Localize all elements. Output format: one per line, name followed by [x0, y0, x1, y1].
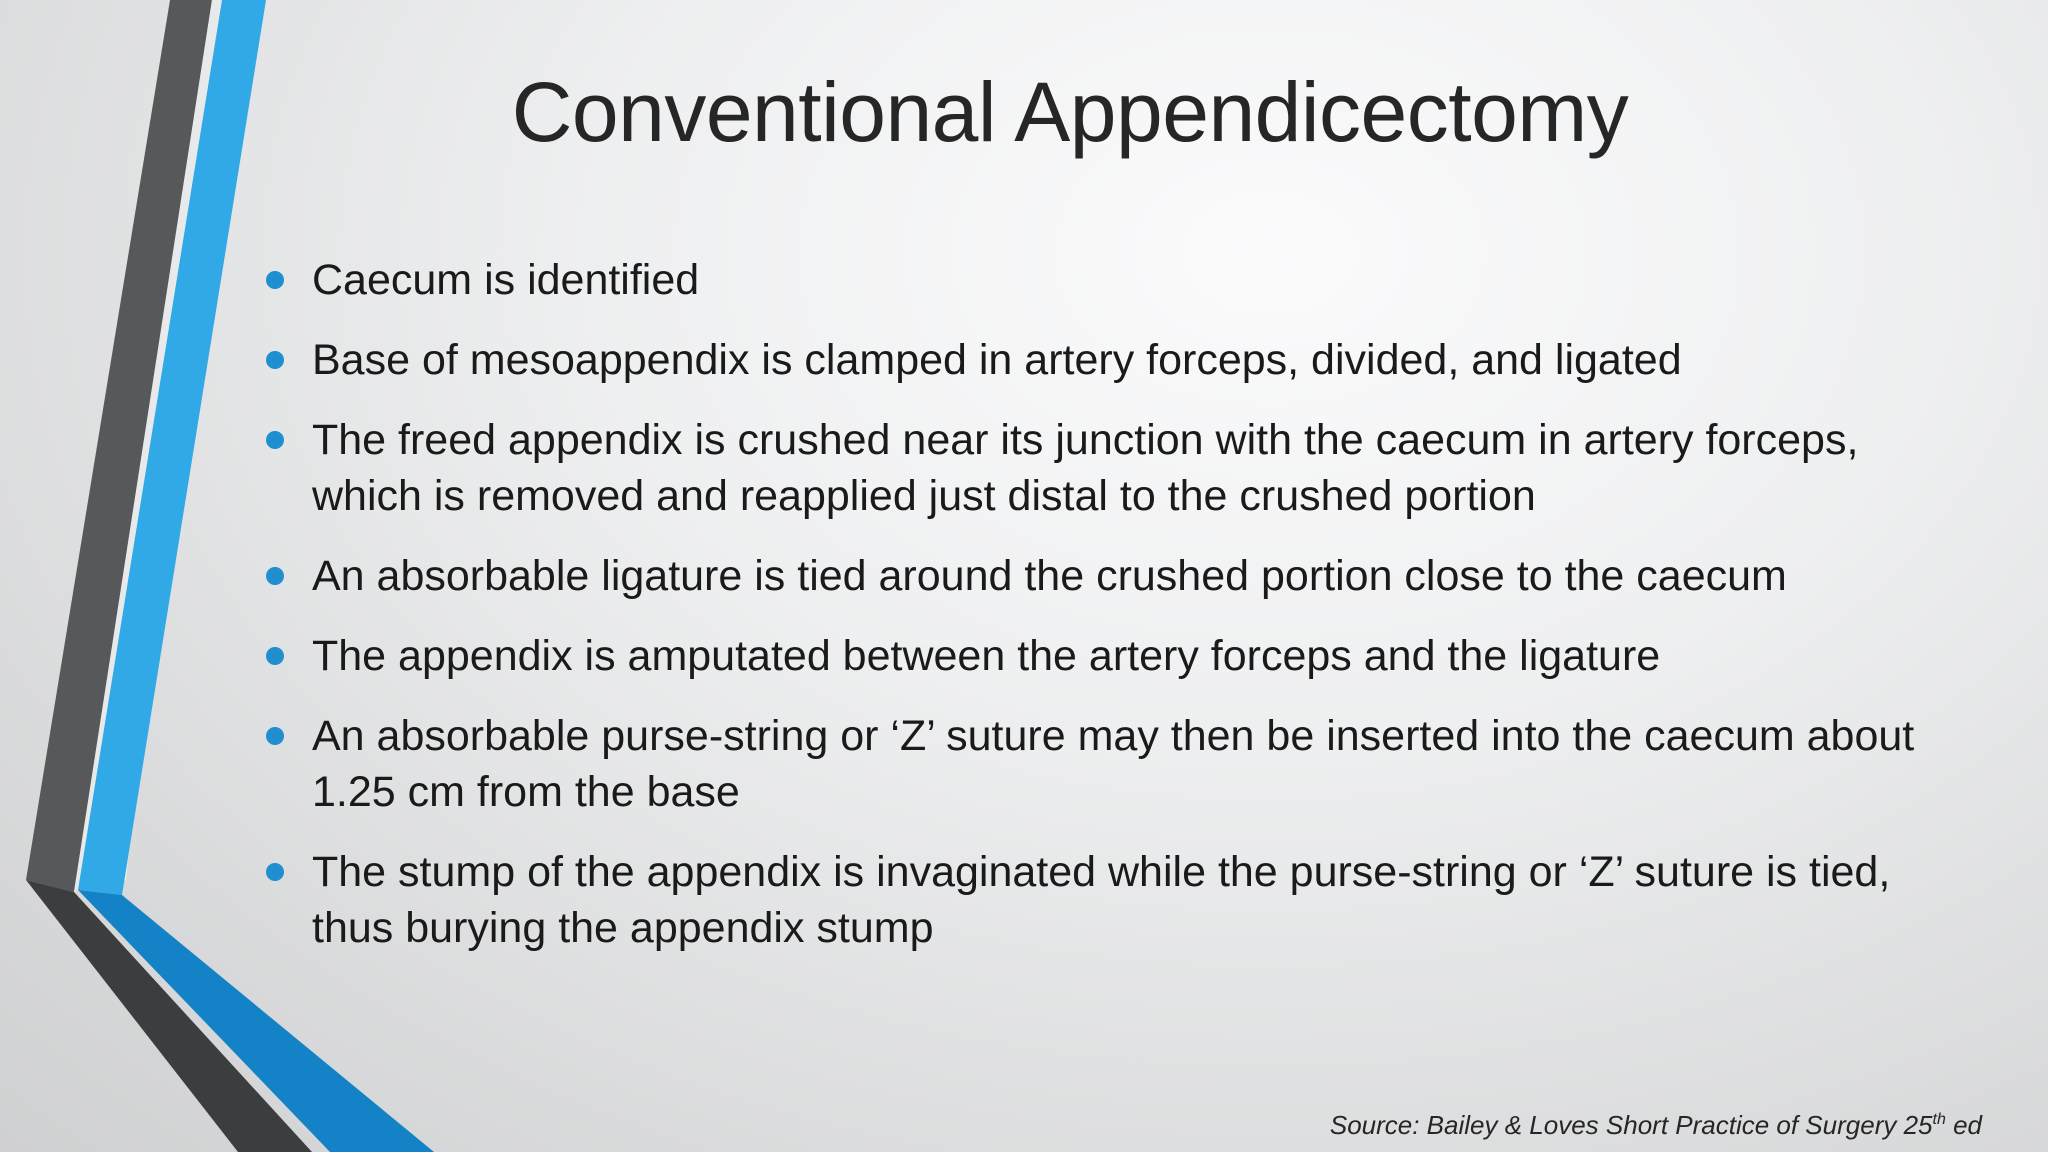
bullet-icon: [266, 431, 284, 449]
bullet-text: An absorbable purse-string or ‘Z’ suture may then be inserted into the caecum about 1.25 cm from the base: [312, 712, 1915, 816]
list-item: [262, 628, 1942, 684]
list-item: [262, 412, 1942, 524]
bullet-text: The stump of the appendix is invaginated while the purse-string or ‘Z’ suture is tied, thus burying the appendix stump: [312, 848, 1891, 952]
list-item: [262, 252, 1942, 308]
bullet-text: Base of mesoappendix is clamped in artery forceps, divided, and ligated: [312, 336, 1682, 384]
list-item: [262, 708, 1942, 820]
stripe-separator: [74, 0, 222, 892]
bullet-icon: [266, 727, 284, 745]
source-citation: [1330, 1103, 1982, 1142]
bullet-list: [262, 252, 1942, 980]
bullet-icon: [266, 863, 284, 881]
list-item: [262, 844, 1942, 956]
list-item: [262, 548, 1942, 604]
source-suffix: ed: [1945, 1110, 1982, 1140]
bullet-text: The freed appendix is crushed near its junction with the caecum in artery forceps, which is removed and reapplied just distal to the crushed portion: [312, 416, 1859, 520]
source-superscript: th: [1932, 1111, 1946, 1128]
list-item: [262, 332, 1942, 388]
bullet-text: Caecum is identified: [312, 256, 700, 304]
bullet-icon: [266, 647, 284, 665]
bullet-text: The appendix is amputated between the artery forceps and the ligature: [312, 632, 1661, 680]
bullet-icon: [266, 567, 284, 585]
bullet-text: An absorbable ligature is tied around the crushed portion close to the caecum: [312, 552, 1787, 600]
bullet-icon: [266, 271, 284, 289]
slide-title: Conventional Appendicectomy: [511, 65, 1629, 159]
bullet-icon: [266, 351, 284, 369]
source-text: Source: Bailey & Loves Short Practice of Surgery 25: [1329, 1110, 1933, 1140]
